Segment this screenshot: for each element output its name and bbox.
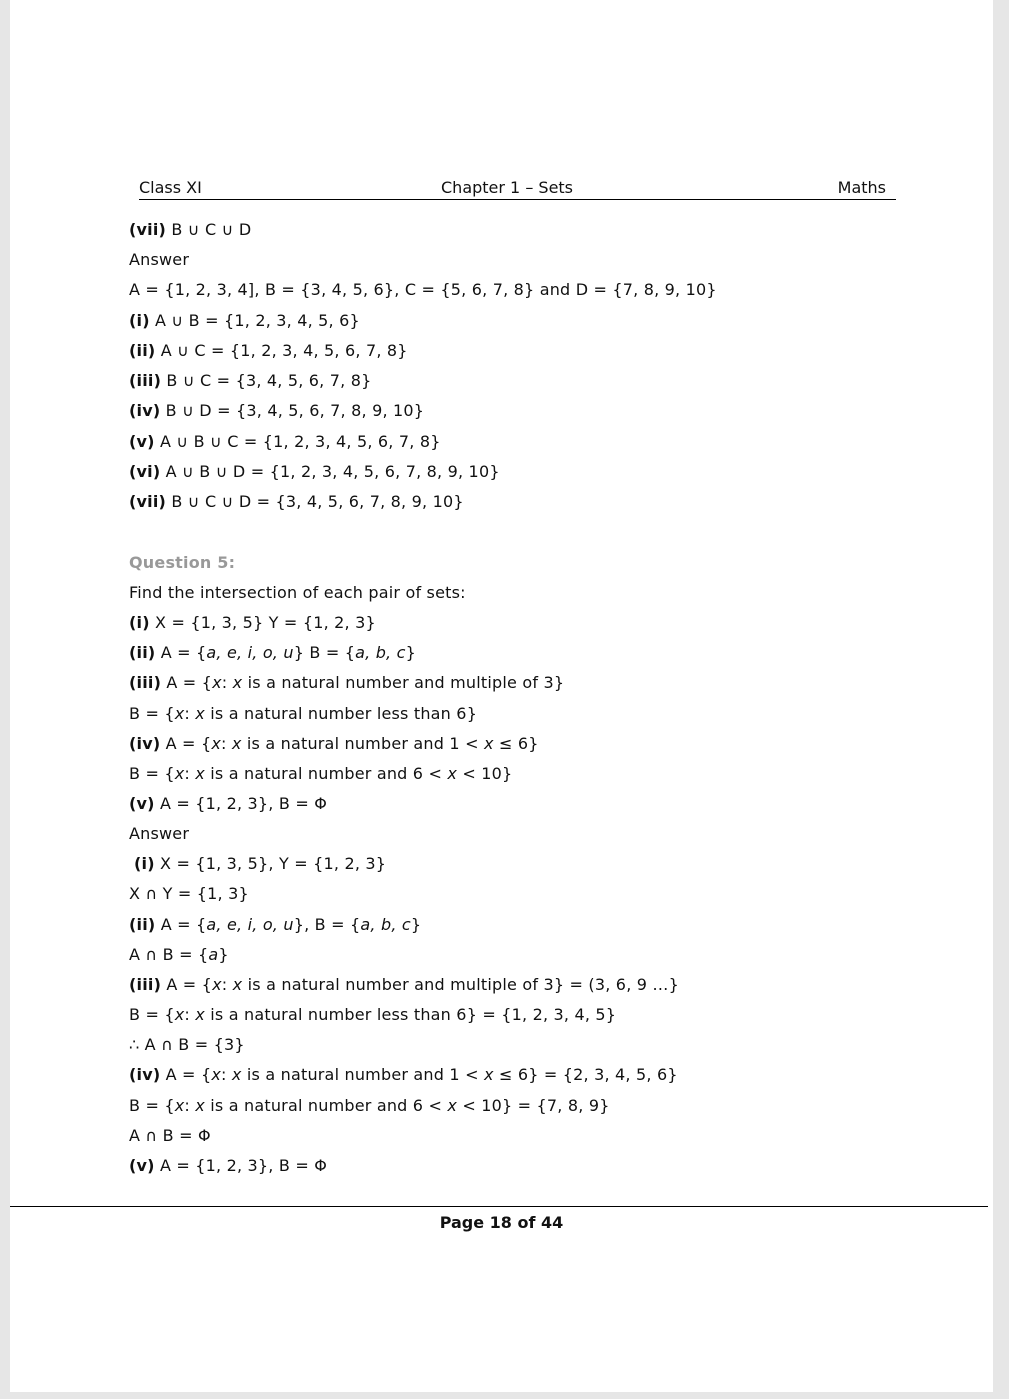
answer-part-iii-result: ∴ A ∩ B = {3} — [129, 1035, 245, 1054]
part-text: B ∪ C = {3, 4, 5, 6, 7, 8} — [161, 371, 372, 390]
part-vii-line — [129, 220, 251, 240]
part-label: (iii) — [129, 975, 162, 994]
question-part-i — [129, 613, 376, 633]
part-label: (v) — [129, 1156, 155, 1175]
text-run: is a natural number and 6 < — [204, 1096, 448, 1115]
part-label: (v) — [129, 794, 155, 813]
union-answer-vii — [129, 492, 464, 512]
answer-part-iii — [129, 975, 679, 995]
part-text: A = {1, 2, 3}, B = Φ — [154, 794, 328, 813]
italic-run: x — [195, 1096, 205, 1115]
union-answer-iii — [129, 371, 371, 391]
answer-part-iii-b — [129, 1005, 616, 1025]
text-run: } B = { — [293, 643, 356, 662]
text-run: } — [405, 643, 417, 662]
part-text: A ∪ C = {1, 2, 3, 4, 5, 6, 7, 8} — [155, 341, 408, 360]
answer-label: Answer — [129, 824, 190, 843]
italic-run: x — [174, 1005, 185, 1024]
answer-part-ii — [129, 915, 421, 935]
part-label: (ii) — [129, 643, 156, 662]
header-chapter: Chapter 1 – Sets — [441, 178, 574, 197]
header-class: Class XI — [139, 178, 202, 197]
italic-run: x — [211, 1065, 222, 1084]
answer-part-v — [129, 1156, 327, 1176]
union-answer-iv — [129, 401, 424, 421]
text-run: : — [221, 1065, 232, 1084]
part-text: B ∪ C ∪ D = {3, 4, 5, 6, 7, 8, 9, 10} — [166, 492, 464, 511]
text-run: is a natural number and 1 < — [241, 1065, 484, 1084]
italic-run: x — [195, 704, 205, 723]
italic-run: a, b, c — [355, 643, 406, 662]
part-label: (ii) — [129, 915, 156, 934]
part-label: (i) — [129, 311, 150, 330]
italic-run: x — [231, 1065, 242, 1084]
part-text: B ∪ D = {3, 4, 5, 6, 7, 8, 9, 10} — [160, 401, 425, 420]
answer-part-i-result: X ∩ Y = {1, 3} — [129, 884, 249, 903]
part-label: (vii) — [129, 220, 167, 239]
italic-run: x — [483, 1065, 494, 1084]
italic-run: x — [211, 734, 222, 753]
part-label: (vii) — [129, 492, 167, 511]
text-run: A = { — [161, 975, 213, 994]
answer-part-i — [134, 854, 386, 874]
part-text: X = {1, 3, 5}, Y = {1, 2, 3} — [154, 854, 387, 873]
answer-part-iv-result: A ∩ B = Φ — [129, 1126, 211, 1145]
text-run: is a natural number and 6 < — [204, 764, 448, 783]
text-run: : — [184, 1005, 196, 1024]
answer-part-iv-b — [129, 1096, 610, 1116]
italic-run: a, b, c — [360, 915, 411, 934]
text-run: is a natural number and 1 < — [241, 734, 484, 753]
part-text: A = {1, 2, 3}, B = Φ — [154, 1156, 328, 1175]
part-label: (ii) — [129, 341, 156, 360]
header-subject: Maths — [837, 178, 886, 197]
text-run: ≤ 6} = {2, 3, 4, 5, 6} — [493, 1065, 678, 1084]
text-run: : — [221, 734, 232, 753]
italic-run: x — [195, 1005, 205, 1024]
page-number: Page 18 of 44 — [439, 1213, 564, 1232]
text-run: } — [410, 915, 422, 934]
italic-run: x — [483, 734, 494, 753]
part-label: (iv) — [129, 734, 161, 753]
question-part-iv — [129, 734, 539, 754]
text-run: is a natural number less than 6} = {1, 2, 3, 4, 5} — [204, 1005, 617, 1024]
italic-run: x — [212, 975, 222, 994]
text-run: A = { — [160, 734, 212, 753]
italic-run: a — [208, 945, 219, 964]
document-page — [10, 0, 993, 1392]
italic-run: x — [195, 764, 205, 783]
text-run: is a natural number less than 6} — [204, 704, 478, 723]
italic-run: x — [447, 764, 458, 783]
text-run: B = { — [129, 1005, 175, 1024]
text-run: A = { — [160, 1065, 212, 1084]
question-part-iii-b — [129, 704, 477, 724]
text-run: B = { — [129, 1096, 175, 1115]
answer-part-ii-result — [129, 945, 229, 965]
text-run: : — [184, 704, 196, 723]
text-run: : — [184, 1096, 196, 1115]
part-text: A ∪ B ∪ D = {1, 2, 3, 4, 5, 6, 7, 8, 9, 10} — [160, 462, 500, 481]
part-text: B ∪ C ∪ D — [166, 220, 252, 239]
question-part-iv-b — [129, 764, 512, 784]
text-run: A = { — [155, 643, 207, 662]
question-part-iii — [129, 673, 564, 693]
text-run: } — [218, 945, 229, 964]
part-text: A ∪ B ∪ C = {1, 2, 3, 4, 5, 6, 7, 8} — [154, 432, 441, 451]
text-run: is a natural number and multiple of 3} — [242, 673, 565, 692]
italic-run: x — [212, 673, 222, 692]
text-run: : — [221, 975, 233, 994]
text-run: B = { — [129, 764, 175, 783]
question-heading: Question 5: — [129, 553, 236, 572]
text-run: < 10} — [457, 764, 513, 783]
italic-run: x — [447, 1096, 458, 1115]
page-header — [139, 178, 896, 200]
text-run: : — [221, 673, 233, 692]
part-label: (iii) — [129, 673, 162, 692]
question-part-ii — [129, 643, 416, 663]
question-prompt: Find the intersection of each pair of sets: — [129, 583, 466, 602]
text-run: A = { — [161, 673, 213, 692]
union-answer-vi — [129, 462, 500, 482]
question-part-v — [129, 794, 327, 814]
part-label: (iii) — [129, 371, 162, 390]
italic-run: x — [232, 975, 243, 994]
part-label: (iv) — [129, 401, 161, 420]
footer-divider — [10, 1206, 988, 1207]
answer-part-iv — [129, 1065, 678, 1085]
part-text: X = {1, 3, 5} Y = {1, 2, 3} — [149, 613, 376, 632]
italic-run: x — [232, 673, 243, 692]
part-label: (i) — [134, 854, 155, 873]
answer-label: Answer — [129, 250, 190, 269]
italic-run: a, e, i, o, u — [206, 915, 294, 934]
text-run: }, B = { — [293, 915, 361, 934]
italic-run: x — [174, 1096, 185, 1115]
text-run: ≤ 6} — [493, 734, 539, 753]
text-run: A = { — [155, 915, 207, 934]
union-answer-ii — [129, 341, 408, 361]
italic-run: x — [174, 704, 185, 723]
part-label: (v) — [129, 432, 155, 451]
part-label: (vi) — [129, 462, 161, 481]
italic-run: x — [231, 734, 242, 753]
union-answer-i — [129, 311, 360, 331]
text-run: < 10} = {7, 8, 9} — [457, 1096, 610, 1115]
text-run: B = { — [129, 704, 175, 723]
text-run: A ∩ B = { — [129, 945, 209, 964]
union-answer-v — [129, 432, 441, 452]
given-sets-line: A = {1, 2, 3, 4], B = {3, 4, 5, 6}, C = {5, 6, 7, 8} and D = {7, 8, 9, 10} — [129, 280, 717, 299]
text-run: is a natural number and multiple of 3} = (3, 6, 9 …} — [242, 975, 680, 994]
part-text: A ∪ B = {1, 2, 3, 4, 5, 6} — [149, 311, 360, 330]
italic-run: a, e, i, o, u — [206, 643, 294, 662]
text-run: : — [184, 764, 196, 783]
part-label: (iv) — [129, 1065, 161, 1084]
part-label: (i) — [129, 613, 150, 632]
italic-run: x — [174, 764, 185, 783]
